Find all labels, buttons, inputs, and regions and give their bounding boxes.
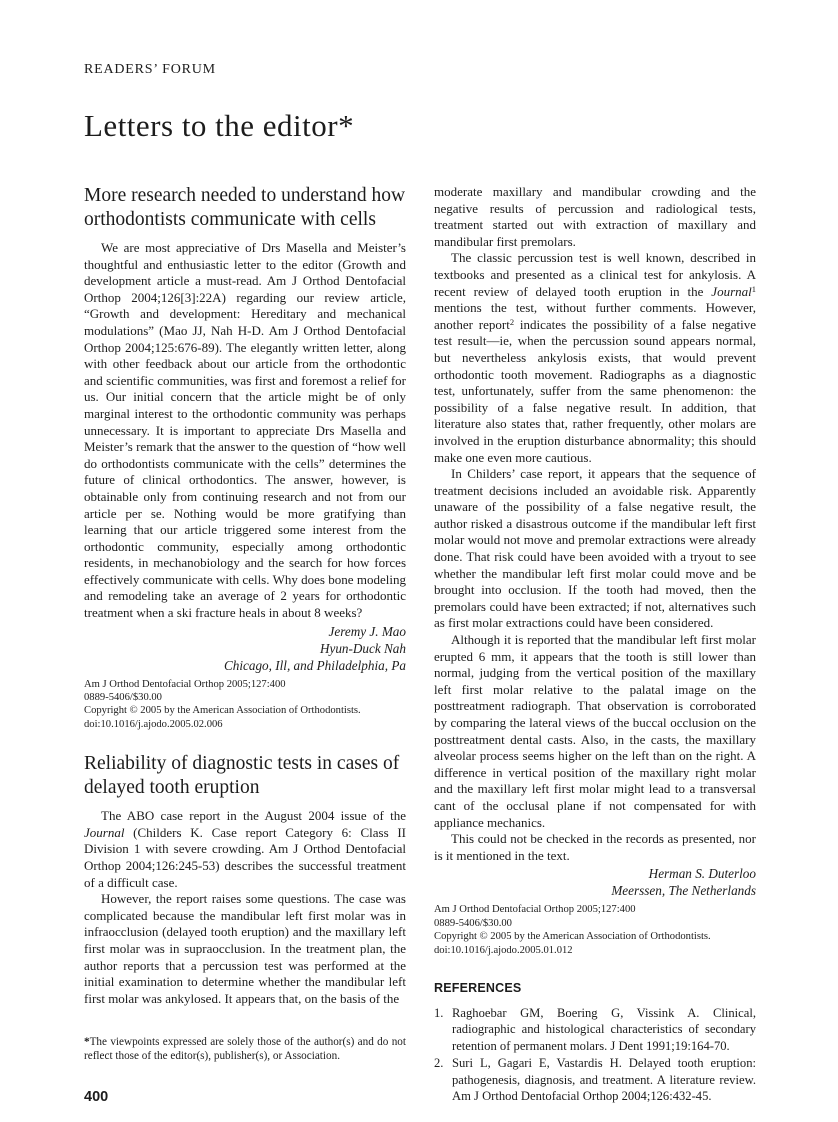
journal-name-italic: Journal: [711, 283, 752, 299]
citation-line: doi:10.1016/j.ajodo.2005.01.012: [434, 944, 573, 956]
letter2-paragraph-7: This could not be checked in the records as presented, nor is it mentioned in the text.: [434, 831, 756, 863]
citation-line: Am J Orthod Dentofacial Orthop 2005;127:400: [84, 678, 286, 690]
journal-name-italic: Journal: [84, 824, 125, 840]
letter2-paragraph-2: However, the report raises some questions. The case was complicated because the mandibular left first molar was in infraocclusion (delayed tooth eruption) and the maxillary left first molar was in supraocclusion. In the treatment plan, the author reports that a percussion test was performed at the initial examination to determine whether the mandibular left first molar was ankylosed. It appears that, on the basis of the: [84, 891, 406, 1006]
reference-superscript-2: 2: [509, 316, 515, 327]
signature-author: Herman S. Duterloo: [648, 866, 756, 882]
letter2-heading: Reliability of diagnostic tests in cases of delayed tooth eruption: [84, 753, 400, 798]
reference-text: Suri L, Gagari E, Vastardis H. Delayed tooth eruption: pathogenesis, diagnosis, and treatment. A literature review. Am J Orthod Dentofacial Orthop 2004;126:432-45.: [452, 1056, 756, 1103]
left-column-footer: [84, 1035, 406, 1106]
reference-number: 2.: [434, 1056, 444, 1071]
title-footnote: [84, 1035, 406, 1064]
reference-item: [434, 1005, 756, 1054]
citation-line: Am J Orthod Dentofacial Orthop 2005;127:400: [434, 904, 636, 916]
signature-author: Hyun-Duck Nah: [319, 640, 406, 656]
paragraph-segment: The ABO case report in the August 2004 issue of the: [101, 808, 406, 824]
paragraph-segment: The classic percussion test is well known, described in textbooks and presented as a clinical test for ankylosis. A recent review of delayed tooth eruption in the: [434, 250, 756, 299]
citation-line: Copyright © 2005 by the American Association of Orthodontists.: [84, 705, 361, 717]
letter2-paragraph-5: In Childers’ case report, it appears that the sequence of treatment decisions included an avoidable risk. Apparently unaware of the possibility of a false negative result, the author risked a disastrous outcome if the mandibular left first molar would not move and premolar extractions were already done. That risk could have been avoided with a tryout to see whether the mandibular left first molar could move and be brought into occlusion. If the tooth had moved, then the premolars could have been extracted; if not, alternatives such as first molar extractions could have been considered.: [434, 466, 756, 631]
right-column: [434, 184, 756, 1105]
signature-location: Chicago, Ill, and Philadelphia, Pa: [223, 657, 406, 673]
paragraph-segment: mentions the test, without further comments. However, another report: [434, 300, 756, 332]
references-heading: REFERENCES: [434, 980, 522, 995]
reference-number: 1.: [434, 1005, 444, 1020]
reference-item: [434, 1055, 756, 1104]
letter2-paragraph-4: [434, 250, 756, 466]
page-number: 400: [84, 1089, 109, 1106]
footnote-asterisk: *: [84, 1035, 90, 1048]
letter1-signature: [84, 623, 406, 674]
paragraph-segment: (Childers K. Case report Category 6: Class II Division 1 with severe crowding. Am J Orthod Dentofacial Orthop 2004;126:245-53) describes the successful treatment of a difficult case.: [84, 824, 406, 890]
letter2-paragraph-6: Although it is reported that the mandibular left first molar erupted 6 mm, it appears that the tooth is still lower than normal, judging from the vertical position of the maxillary left first molar relative to the palatal image on the posttreatment radiograph. That observation is corroborated by comparing the lateral views of the buccal occlusion on the posttreatment dental casts. Also, in the casts, the maxillary alveolar process seems higher on the left than on the right. A difference in vertical position of the maxillary right molar and the maxillary left first molar might lead to a transversal cant of the occlusal plane if not compensated for with appliance mechanics.: [434, 632, 756, 830]
two-column-layout: [84, 184, 756, 1105]
letter2-signature: [434, 865, 756, 899]
citation-line: 0889-5406/$30.00: [434, 917, 512, 929]
page-title: Letters to the editor*: [84, 108, 355, 143]
letter2-paragraph-1: [84, 808, 406, 891]
footnote-text: The viewpoints expressed are solely those of the author(s) and do not reflect those of the editor(s), publisher(s), or Association.: [84, 1035, 406, 1062]
letter2-paragraph-3-continuation: moderate maxillary and mandibular crowding and the negative results of percussion and radiological tests, treatment started out with extraction of maxillary and mandibular first premolars.: [434, 184, 756, 249]
paragraph-segment: indicates the possibility of a false negative test result—ie, when the percussion sound appears normal, but nevertheless ankylosis exists, that would prevent orthodontic tooth movement. Radiographs as a diagnostic test, unfortunately, suffer from the same phenomenon: the possibility of a false negative result. In addition, that literature also states that, rather frequently, other molars are involved in the eruption disturbance abnormality; this should make one even more cautious.: [434, 316, 756, 465]
reference-superscript-1: 1: [751, 283, 756, 294]
left-column: [84, 184, 406, 1105]
letter1-heading: More research needed to understand how orthodontists communicate with cells: [84, 185, 406, 230]
citation-line: Copyright © 2005 by the American Association of Orthodontists.: [434, 931, 711, 943]
signature-author: Jeremy J. Mao: [328, 623, 406, 639]
letter2-citation-block: [434, 903, 756, 957]
signature-location: Meerssen, The Netherlands: [611, 883, 756, 899]
running-head: READERS’ FORUM: [84, 62, 216, 77]
reference-text: Raghoebar GM, Boering G, Vissink A. Clinical, radiographic and histological characteristics of secondary retention of permanent molars. J Dent 1991;19:164-70.: [452, 1005, 756, 1053]
citation-line: 0889-5406/$30.00: [84, 692, 162, 704]
letter1-paragraph: We are most appreciative of Drs Masella and Meister’s thoughtful and enthusiastic letter to the editor (Growth and development article a must-read. Am J Orthod Dentofacial Orthop 2004;126[3]:22A) regarding our review article, “Growth and development: Hereditary and mechanical modulations” (Mao JJ, Nah H-D. Am J Orthod Dentofacial Orthop 2004;125:676-89). The elegantly written letter, along with other feedback about our article from the orthodontic and scientific communities, was first and foremost a relief for us. Our initial concern that the article might be of only marginal interest to the orthodontic community was perhaps unnecessary. It is important to appreciate Drs Masella and Meister’s remark that the answer to the question of “how well do orthodontists communicate with the cells” determines the future of clinical orthodontics. The answer, however, is obtainable only from continuing research and not from our article per se. Nothing would be more gratifying than learning that our article triggered some interest from the orthodontic community, especially among orthodontic residents, in mechanobiology and the search for how forces effectively communicate with cells. Why does bone modeling and remodeling take an average of 2 years for orthodontic treatment when a ski fracture heals in about 8 weeks?: [84, 240, 406, 621]
citation-line: doi:10.1016/j.ajodo.2005.02.006: [84, 718, 223, 730]
letter1-citation-block: [84, 678, 406, 732]
